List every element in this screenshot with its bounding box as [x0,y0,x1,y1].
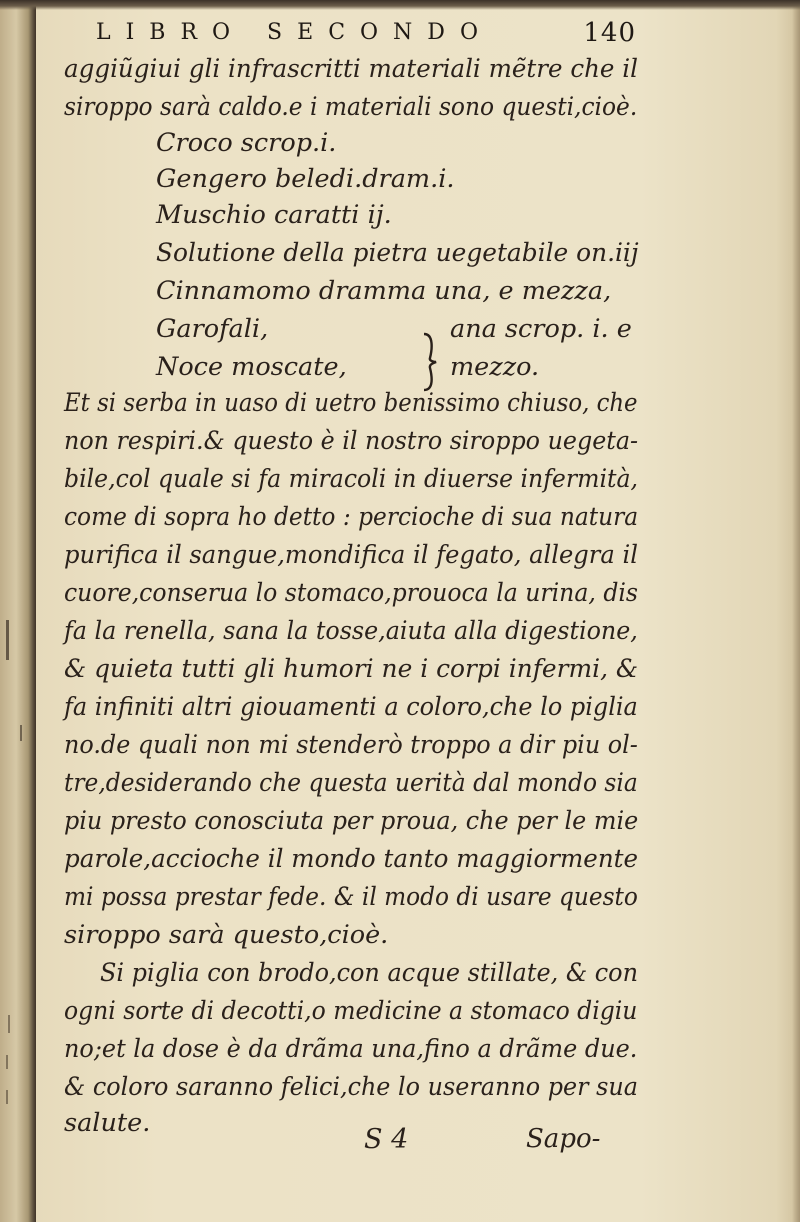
recipe-line: Garofali, [156,314,269,344]
text-line: siroppo sarà questo,cioè. [64,920,389,950]
text-line: tre,desiderando che questa uerità dal mondo sia [64,768,638,798]
page-header [96,16,636,52]
recipe-line: Muschio caratti ij. [156,200,392,230]
recipe-line: Croco scrop.i. [156,128,337,158]
catchword: Sapo- [526,1124,601,1154]
text-line: piu presto conosciuta per proua, che per le mie [64,806,639,836]
running-head: LIBRO SECONDO [96,20,493,45]
text-line: purifica il sangue,mondifica il fegato, allegra il [64,540,638,570]
recipe-line: Gengero beledi.dram.i. [156,164,455,194]
text-line: mi possa prestar fede. & il modo di usare questo [64,882,638,912]
recipe-brace [418,330,444,394]
recipe-line: Noce moscate, [156,352,347,382]
text-line: no;et la dose è da drãma una,fino a drãme due. [64,1034,638,1064]
text-line: Si piglia con brodo,con acque stillate, & con [100,958,639,988]
signature-mark: S 4 [364,1124,409,1155]
gutter-bleedthrough-marks [0,0,36,1222]
page-right-edge [792,0,800,1222]
recipe-bracket-line: ana scrop. i. e [450,314,632,344]
page-footer [64,1124,644,1164]
recipe-bracket-line: mezzo. [450,352,540,382]
text-line: fa infiniti altri giouamenti a coloro,che lo piglia [64,692,638,722]
page-top-shadow [0,0,800,10]
text-line: come di sopra ho detto : percioche di sua natura [64,502,639,532]
recipe-line: Cinnamomo dramma una, e mezza, [156,276,612,306]
text-line: bile,col quale si fa miracoli in diuerse infermità, [64,464,639,494]
recipe-line: Solutione della pietra uegetabile on.iij [156,238,639,268]
text-line: salute. [64,1108,151,1138]
folio-number: 140 [583,18,636,48]
text-line: non respiri.& questo è il nostro siroppo uegeta- [64,426,639,456]
text-line: cuore,conserua lo stomaco,prouoca la urina, dis [64,578,639,608]
text-line: & quieta tutti gli humori ne i corpi infermi, & [64,654,639,684]
text-line: ogni sorte di decotti,o medicine a stomaco digiu [64,996,638,1026]
text-line: parole,accioche il mondo tanto maggiormente [64,844,639,874]
text-line: siroppo sarà caldo.e i materiali sono questi,cioè. [64,92,638,122]
text-line: & coloro saranno felici,che lo useranno per sua [64,1072,638,1102]
text-line: no.de quali non mi stenderò troppo a dir piu ol- [64,730,638,760]
text-line: fa la renella, sana la tosse,aiuta alla digestione, [64,616,638,646]
text-line: Et si serba in uaso di uetro benissimo chiuso, che [64,388,638,418]
text-line: aggiũgiui gli infrascritti materiali mẽtre che il [64,54,638,84]
